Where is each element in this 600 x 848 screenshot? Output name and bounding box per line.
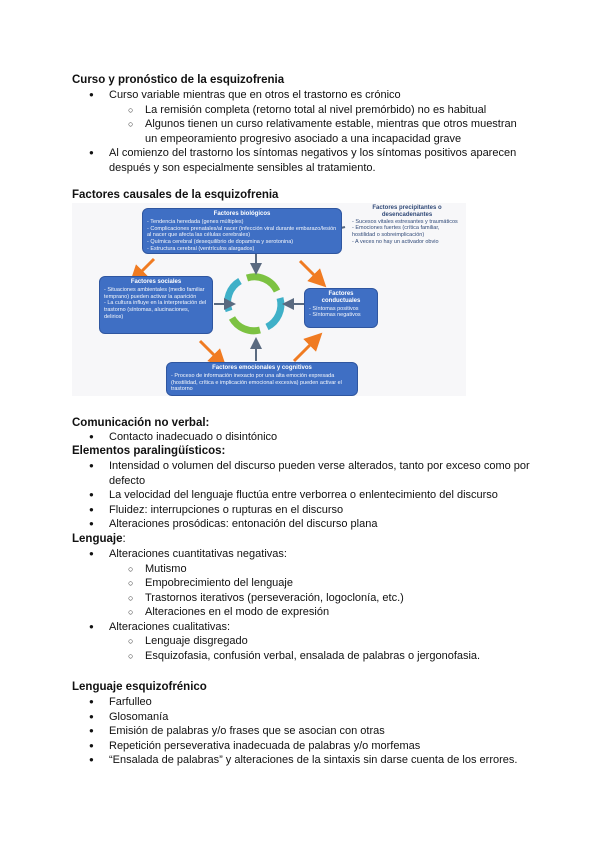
list-lenguaje [72,547,532,663]
heading-comunicacion-no-verbal: Comunicación no verbal: [72,417,210,429]
heading-factores-causales: Factores causales de la esquizofrenia [72,189,279,201]
list-paralinguisticos [72,459,532,532]
box-factores-emocionales: Factores emocionales y cognitivos - Proceso de información inexacto por una alta emoción expresada (hostilidad, crítica e implicación emocional excesiva) pueden activar el trastorno [166,362,358,396]
list-item: ○ Trastornos iterativos (perseveración, logoclonía, etc.) [72,591,532,606]
list-item: ● Fluidez: interrupciones o rupturas en el discurso [72,503,532,518]
list-item: ○ Lenguaje disgregado [72,634,532,649]
list-item: ● Emisión de palabras y/o frases que se asocian con otras [72,724,532,739]
arrow-icon [136,259,154,277]
list-item: ○ Esquizofasia, confusión verbal, ensalada de palabras o jergonofasia. [72,649,532,664]
list-item: ○ Alteraciones en el modo de expresión [72,605,532,620]
list-item: ● Intensidad o volumen del discurso pueden verse alterados, tanto por exceso como por defecto [72,459,532,488]
list-item: ● “Ensalada de palabras” y alteraciones de la sintaxis sin darse cuenta de los errores. [72,753,532,768]
arrow-icon [200,341,220,361]
heading-lenguaje-esquizofrenico: Lenguaje esquizofrénico [72,681,207,693]
box-factores-precipitantes: Factores precipitantes o desencadenantes - Sucesos vitales estresantes y traumáticos - Emociones fuertes (crítica familiar, hostilidad o sobreimplicación) - A veces no hay un activador obvio [352,205,458,245]
list-item: ○ Empobrecimiento del lenguaje [72,576,532,591]
list-item: ○ Mutismo [72,562,532,577]
list-item: ● Al comienzo del trastorno los síntomas negativos y los síntomas positivos aparecen después y son especialmente sensibles al tratamiento. [72,146,532,175]
box-factores-biologicos: Factores biológicos - Tendencia heredada (genes múltiples) - Complicaciones prenatales/al nacer (infección viral durante embarazo/lesión al nacer que afecta las células cerebrales) - Química cerebral (desequilibrio de dopamina y serotonina) - Estructura cerebral (ventrículos alargados) [142,208,342,254]
list-item: ● Contacto inadecuado o disintónico [72,430,532,445]
list-item: ● Glosomanía [72,710,532,725]
list-item: ● Curso variable mientras que en otros el trastorno es crónico [72,88,532,103]
list-item: ● La velocidad del lenguaje fluctúa entre verborrea o enlentecimiento del discurso [72,488,532,503]
list-item: ○ Algunos tienen un curso relativamente estable, mientras que otros muestran un empeoramiento progresivo asociado a una incapacidad grave [72,117,532,146]
heading-elementos-paralinguisticos: Elementos paralingüísticos: [72,445,226,457]
arrow-icon [300,261,320,281]
list-item: ○ La remisión completa (retorno total al nivel premórbido) no es habitual [72,103,532,118]
arrow-icon [294,339,316,361]
box-factores-sociales: Factores sociales - Situaciones ambientales (medio familiar temprano) pueden activar la aparición - La cultura influye en la interpretación del trastorno (síntomas, alucinaciones, delirios) [99,276,213,334]
list-item: ● Repetición perseverativa inadecuada de palabras y/o morfemas [72,739,532,754]
list-comunicacion [72,430,532,445]
causal-factors-diagram [72,203,466,396]
list-item: ● Farfulleo [72,695,532,710]
list-lenguaje-esquizofrenico [72,695,532,768]
list-item: ● Alteraciones cuantitativas negativas: [72,547,532,562]
cycle-icon [228,277,281,331]
heading-lenguaje: Lenguaje: [72,533,126,545]
list-curso [72,88,532,175]
list-item: ● Alteraciones prosódicas: entonación del discurso plana [72,517,532,532]
box-factores-conductuales: Factores conductuales - Síntomas positivos - Síntomas negativos [304,288,378,328]
heading-curso-pronostico: Curso y pronóstico de la esquizofrenia [72,74,285,86]
list-item: ● Alteraciones cualitativas: [72,620,532,635]
